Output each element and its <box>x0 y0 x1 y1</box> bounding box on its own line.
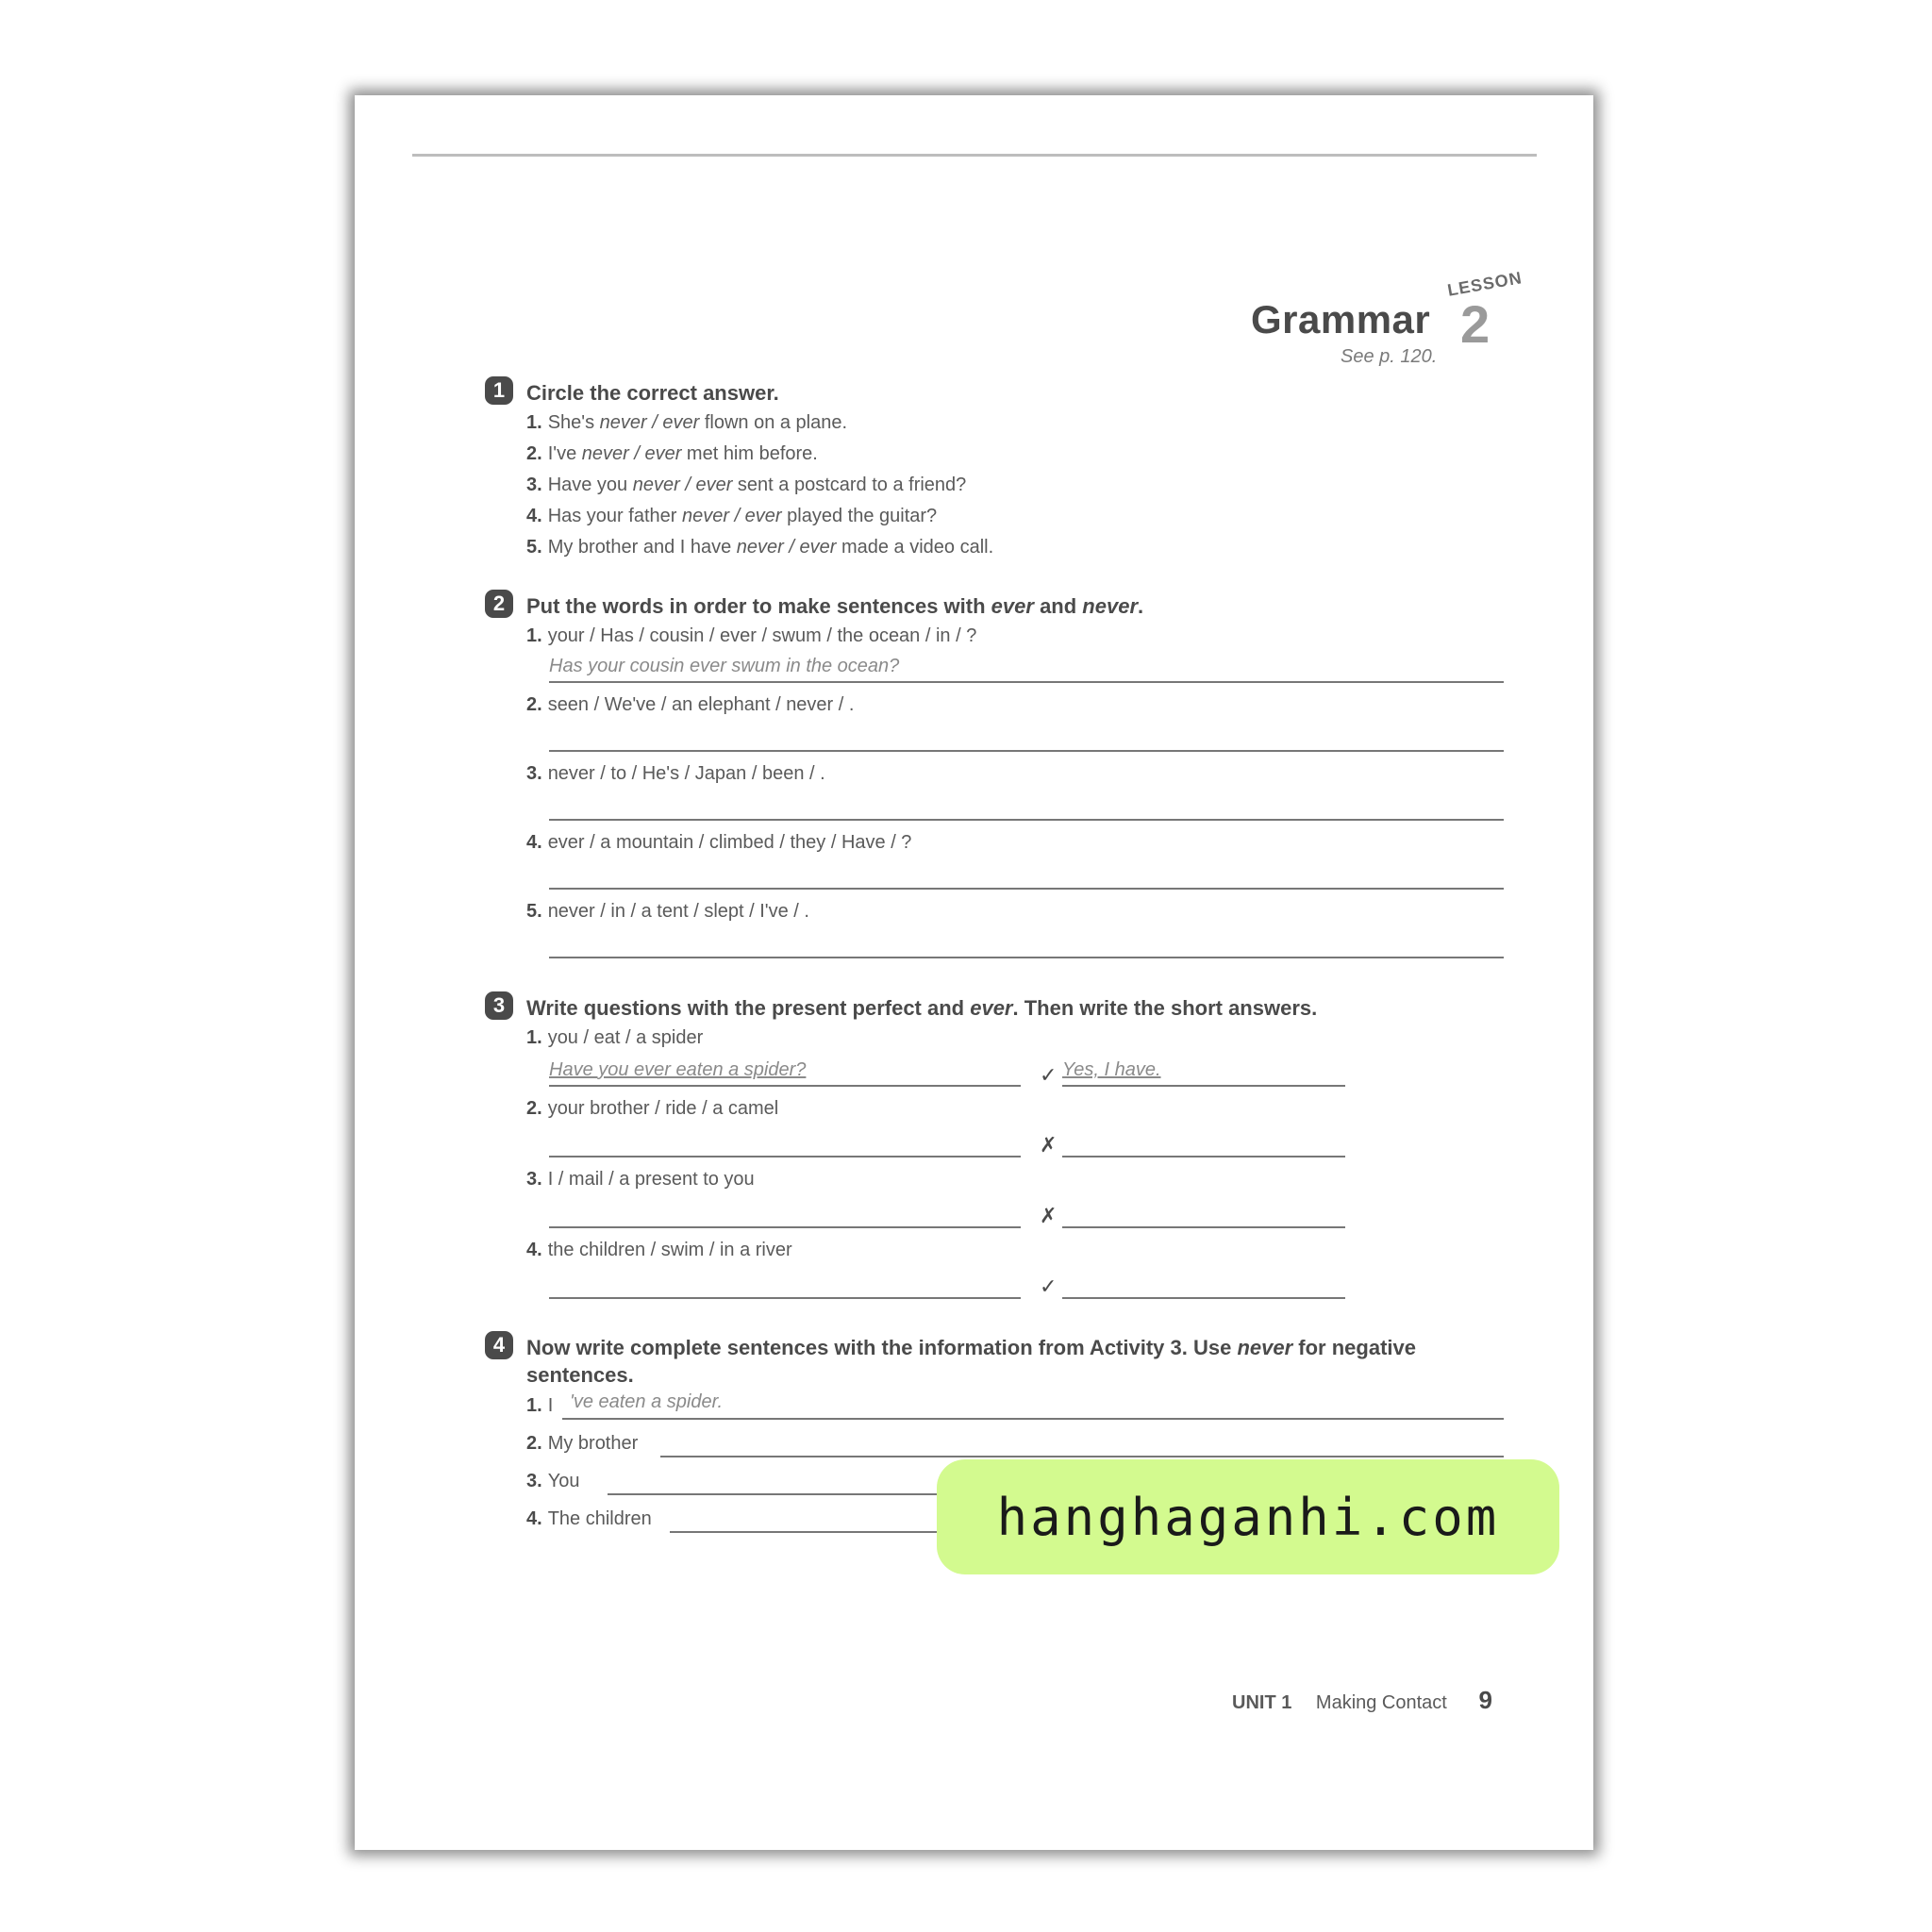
item-text: flown on a plane. <box>699 412 848 433</box>
item-number: 3. <box>526 1471 542 1491</box>
activity-instruction: Write questions with the present perfect and ever. Then write the short answers. <box>526 996 1318 1020</box>
list-item <box>526 1508 652 1530</box>
activity-1 <box>485 376 1504 558</box>
item-text: never / to / He's / Japan / been / . <box>547 763 825 784</box>
item-text: played the guitar? <box>781 506 938 526</box>
answer-choice[interactable]: never / ever <box>736 537 837 558</box>
sentence-start: The children <box>547 1508 652 1529</box>
watermark-badge <box>937 1459 1559 1574</box>
item-number: 5. <box>526 901 542 922</box>
unit-title: Making Contact <box>1315 1692 1447 1713</box>
activity-instruction: Now write complete sentences with the information from Activity 3. Use never for negative sentences. <box>526 1336 1416 1387</box>
page-header <box>1251 268 1534 388</box>
item-number: 1. <box>526 412 542 433</box>
answer-choice[interactable]: never / ever <box>632 475 733 495</box>
activity-3 <box>485 991 1504 1298</box>
cross-icon: ✗ <box>1040 1204 1058 1227</box>
list-item <box>526 443 818 465</box>
activity-number-badge: 1 <box>485 376 513 405</box>
lesson-number: 2 <box>1460 294 1491 354</box>
check-icon: ✓ <box>1040 1063 1058 1087</box>
item-number: 4. <box>526 506 542 526</box>
item-text: your brother / ride / a camel <box>547 1098 779 1119</box>
list-item <box>526 1433 638 1455</box>
activity-instruction: Circle the correct answer. <box>526 381 779 405</box>
item-text: made a video call. <box>836 537 994 558</box>
item-text: I / mail / a present to you <box>547 1169 755 1190</box>
item-number: 1. <box>526 1027 542 1048</box>
item-number: 2. <box>526 1098 542 1119</box>
item-text: your / Has / cousin / ever / swum / the ocean / in / ? <box>547 625 977 646</box>
cross-icon: ✗ <box>1040 1133 1058 1157</box>
list-item <box>526 694 854 716</box>
item-number: 3. <box>526 763 542 784</box>
answer-line[interactable] <box>549 819 1504 821</box>
lesson-label: LESSON <box>1445 268 1524 300</box>
activity-instruction: Put the words in order to make sentences with ever and never. <box>526 594 1144 618</box>
question-line[interactable] <box>549 1226 1021 1228</box>
list-item <box>526 1098 778 1120</box>
item-number: 2. <box>526 694 542 715</box>
top-rule <box>412 154 1537 157</box>
item-number: 2. <box>526 1433 542 1454</box>
example-question: Have you ever eaten a spider? <box>549 1059 807 1080</box>
example-answer: 've eaten a spider. <box>570 1391 724 1412</box>
short-answer-line[interactable] <box>1062 1156 1345 1158</box>
item-text: Has your father <box>547 506 682 526</box>
item-text: you / eat / a spider <box>547 1027 704 1048</box>
answer-line[interactable] <box>549 681 1504 683</box>
list-item <box>526 625 976 647</box>
page-footer <box>1232 1686 1492 1715</box>
item-number: 3. <box>526 475 542 495</box>
item-text: My brother and I have <box>547 537 737 558</box>
answer-line[interactable] <box>549 957 1504 958</box>
question-line[interactable] <box>549 1085 1021 1087</box>
item-text: sent a postcard to a friend? <box>732 475 967 495</box>
list-item <box>526 901 809 923</box>
page-number: 9 <box>1478 1686 1492 1714</box>
item-number: 4. <box>526 1508 542 1529</box>
list-item <box>526 475 966 496</box>
activity-number-badge: 2 <box>485 590 513 618</box>
item-number: 1. <box>526 625 542 646</box>
short-answer-line[interactable] <box>1062 1297 1345 1299</box>
answer-line[interactable] <box>549 750 1504 752</box>
item-number: 4. <box>526 1240 542 1260</box>
list-item <box>526 412 847 434</box>
list-item <box>526 1027 703 1049</box>
list-item <box>526 1395 553 1417</box>
unit-label: UNIT 1 <box>1232 1692 1292 1713</box>
list-item <box>526 763 825 785</box>
item-text: ever / a mountain / climbed / they / Have / ? <box>547 832 912 853</box>
item-text: Have you <box>547 475 633 495</box>
list-item <box>526 506 937 527</box>
list-item <box>526 537 993 558</box>
page-title: Grammar <box>1251 297 1431 341</box>
short-answer-line[interactable] <box>1062 1226 1345 1228</box>
answer-line[interactable] <box>549 888 1504 890</box>
example-answer: Has your cousin ever swum in the ocean? <box>549 656 900 676</box>
activity-2 <box>485 590 1504 922</box>
page-reference: See p. 120. <box>1341 346 1438 367</box>
item-text: met him before. <box>681 443 818 464</box>
list-item <box>526 832 911 854</box>
answer-line[interactable] <box>562 1418 1504 1420</box>
list-item <box>526 1471 579 1492</box>
answer-choice[interactable]: never / ever <box>581 443 682 464</box>
list-item <box>526 1240 792 1261</box>
answer-choice[interactable]: never / ever <box>599 412 700 433</box>
item-number: 2. <box>526 443 542 464</box>
activity-number-badge: 4 <box>485 1331 513 1359</box>
worksheet-page <box>355 95 1593 1850</box>
sentence-start: I <box>547 1395 554 1416</box>
watermark-text: hanghaganhi.com <box>996 1487 1500 1547</box>
item-text: seen / We've / an elephant / never / . <box>547 694 855 715</box>
item-text: never / in / a tent / slept / I've / . <box>547 901 809 922</box>
sentence-start: My brother <box>547 1433 639 1454</box>
sentence-start: You <box>547 1471 580 1491</box>
item-text: I've <box>547 443 582 464</box>
list-item <box>526 1169 755 1191</box>
question-line[interactable] <box>549 1297 1021 1299</box>
question-line[interactable] <box>549 1156 1021 1158</box>
short-answer-line[interactable] <box>1062 1085 1345 1087</box>
item-number: 1. <box>526 1395 542 1416</box>
item-number: 5. <box>526 537 542 558</box>
answer-line[interactable] <box>660 1456 1504 1457</box>
item-text: She's <box>547 412 600 433</box>
activity-number-badge: 3 <box>485 991 513 1020</box>
item-text: the children / swim / in a river <box>547 1240 792 1260</box>
check-icon: ✓ <box>1040 1274 1058 1298</box>
item-number: 4. <box>526 832 542 853</box>
item-number: 3. <box>526 1169 542 1190</box>
example-short-answer: Yes, I have. <box>1062 1059 1161 1080</box>
answer-choice[interactable]: never / ever <box>681 506 782 526</box>
